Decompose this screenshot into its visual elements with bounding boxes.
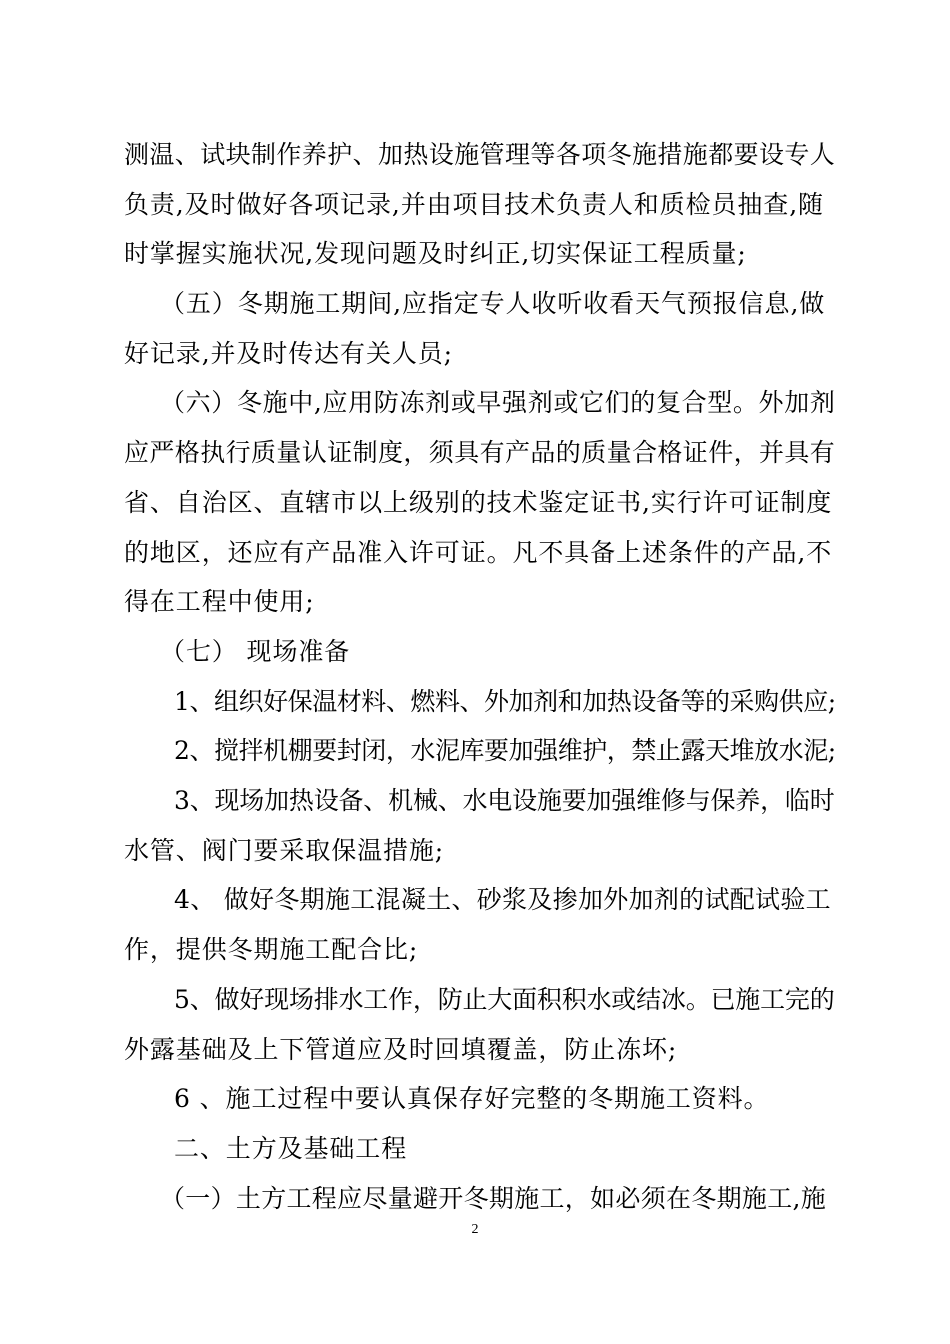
text-line: 测温、试块制作养护、加热设施管理等各项冬施措施都要设专人 [124, 140, 836, 169]
text-line: （一）土方工程应尽量避开冬期施工，如必须在冬期施工,施 [160, 1184, 827, 1213]
text-line: 水管、阀门要采取保温措施; [124, 836, 445, 865]
text-line: （五）冬期施工期间,应指定专人收听收看天气预报信息,做 [160, 289, 826, 318]
text-line: 4、 做好冬期施工混凝土、砂浆及掺加外加剂的试配试验工 [174, 885, 831, 914]
section-heading: 二、土方及基础工程 [174, 1134, 408, 1163]
text-line: 得在工程中使用; [124, 587, 315, 616]
text-line: 时掌握实施状况,发现问题及时纠正,切实保证工程质量; [124, 239, 747, 268]
text-line: 负责,及时做好各项记录,并由项目技术负责人和质检员抽查,随 [124, 190, 824, 219]
text-line: （七） 现场准备 [160, 637, 351, 666]
text-line: 应严格执行质量认证制度，须具有产品的质量合格证件，并具有 [124, 438, 836, 467]
text-line: 2、搅拌机棚要封闭，水泥库要加强维护，禁止露天堆放水泥; [174, 736, 836, 765]
page-number: 2 [471, 1222, 479, 1237]
text-line: 好记录,并及时传达有关人员; [124, 339, 453, 368]
text-line: 的地区，还应有产品准入许可证。凡不具备上述条件的产品,不 [124, 538, 833, 567]
text-line: 3、现场加热设备、机械、水电设施要加强维修与保养，临时 [174, 786, 835, 815]
text-line: 6 、施工过程中要认真保存好完整的冬期施工资料。 [174, 1084, 770, 1113]
text-line: （六）冬施中,应用防冻剂或早强剂或它们的复合型。外加剂 [160, 388, 836, 417]
text-line: 省、自治区、直辖市以上级别的技术鉴定证书,实行许可证制度 [124, 488, 833, 517]
text-line: 作，提供冬期施工配合比; [124, 935, 419, 964]
text-line: 外露基础及上下管道应及时回填覆盖，防止冻坏; [124, 1035, 678, 1064]
text-line: 5、做好现场排水工作，防止大面积积水或结冰。已施工完的 [174, 985, 835, 1014]
text-line: 1、组织好保温材料、燃料、外加剂和加热设备等的采购供应; [174, 687, 836, 716]
